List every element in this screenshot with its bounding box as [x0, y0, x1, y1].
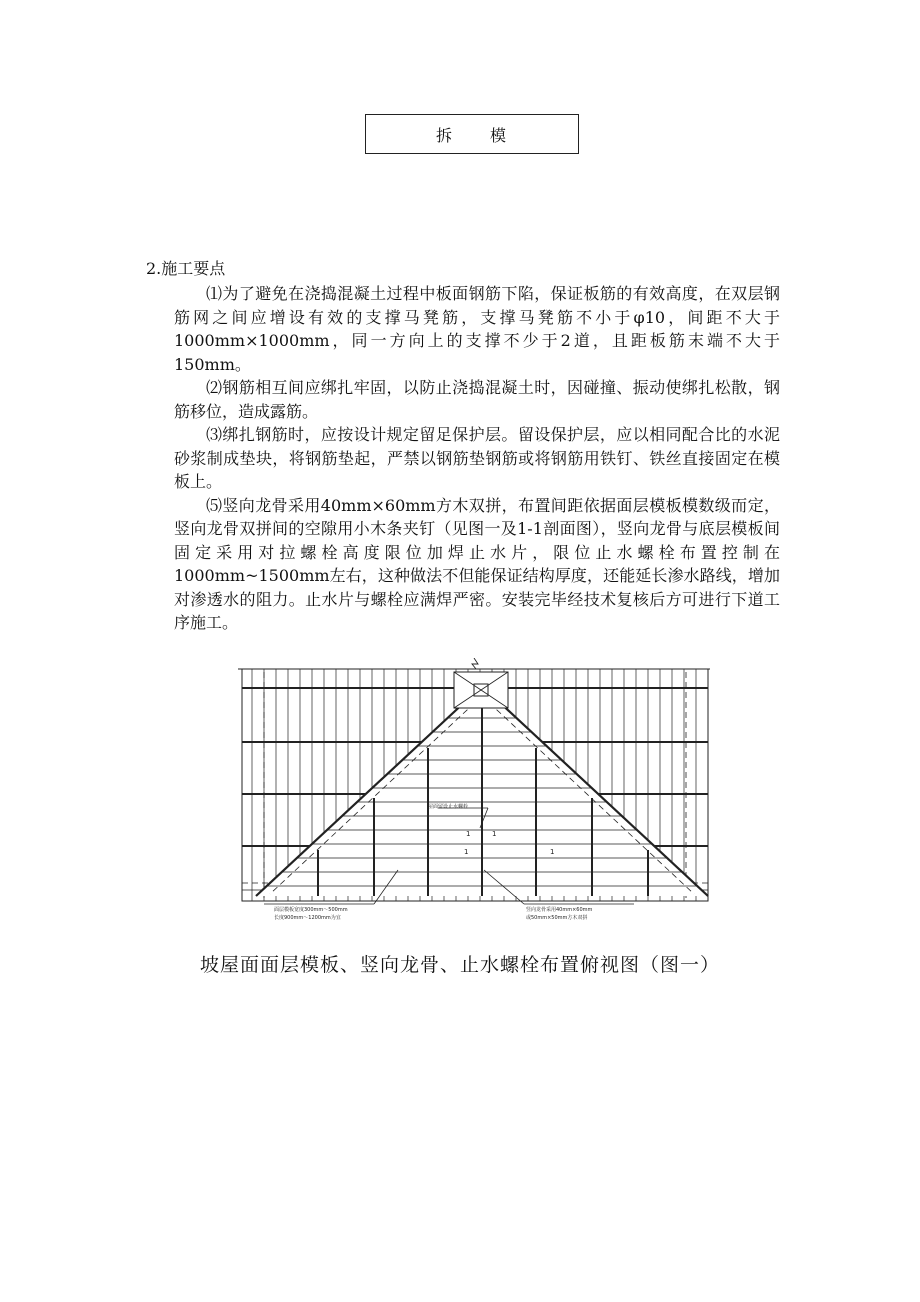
right-label-line1: 竖向龙骨采用40mm×60mm [526, 907, 593, 913]
section-mark-left-top: 1 [466, 830, 471, 838]
section-mark-right: 1 [492, 830, 497, 838]
bolt-note: 屋面留设止水螺栓 [428, 804, 469, 810]
section-mark-far-right: 1 [550, 848, 555, 856]
section-heading: 2.施工要点 [146, 259, 226, 278]
body-text [174, 282, 780, 635]
roof-plan-drawing [238, 658, 710, 940]
section-mark-left-bottom: 1 [464, 848, 469, 856]
paragraph-3: ⑶绑扎钢筋时，应按设计规定留足保护层。留设保护层，应以相同配合比的水泥砂浆制成垫块，将钢筋垫起，严禁以钢筋垫钢筋或将钢筋用铁钉、铁丝直接固定在模板上。 [174, 425, 780, 491]
paragraph-2: ⑵钢筋相互间应绑扎牢固，以防止浇捣混凝土时，因碰撞、振动使绑扎松散，钢筋移位，造成露筋。 [174, 378, 780, 421]
page-title: 拆 模 [435, 125, 508, 145]
figure-caption: 坡屋面面层模板、竖向龙骨、止水螺栓布置俯视图（图一） [199, 954, 720, 976]
left-label-line2: 长度900mm～1200mm为宜 [274, 915, 341, 921]
right-label-line2: 或50mm×50mm方木双拼 [526, 915, 588, 921]
page-title-box [365, 114, 579, 154]
paragraph-1: ⑴为了避免在浇捣混凝土过程中板面钢筋下陷，保证板筋的有效高度，在双层钢筋网之间应增设有效的支撑马凳筋，支撑马凳筋不小于φ10，间距不大于1000mm×1000mm，同一方向上的支撑不少于2道，且距板筋末端不大于150mm。 [174, 284, 780, 374]
roof-formwork-plan-figure [238, 658, 710, 940]
left-label-line1: 面层模板宽度300mm～500mm [274, 907, 348, 913]
paragraph-4: ⑸竖向龙骨采用40mm×60mm方木双拼，布置间距依据面层模板模数级而定，竖向龙骨双拼间的空隙用小木条夹钉（见图一及1-1剖面图），竖向龙骨与底层模板间固定采用对拉螺栓高度限位加焊止水片，限位止水螺栓布置控制在1000mm~1500mm左右，这种做法不但能保证结构厚度，还能延长渗水路线，增加对渗透水的阻力。止水片与螺栓应满焊严密。安装完毕经技术复核后方可进行下道工序施工。 [174, 495, 780, 632]
